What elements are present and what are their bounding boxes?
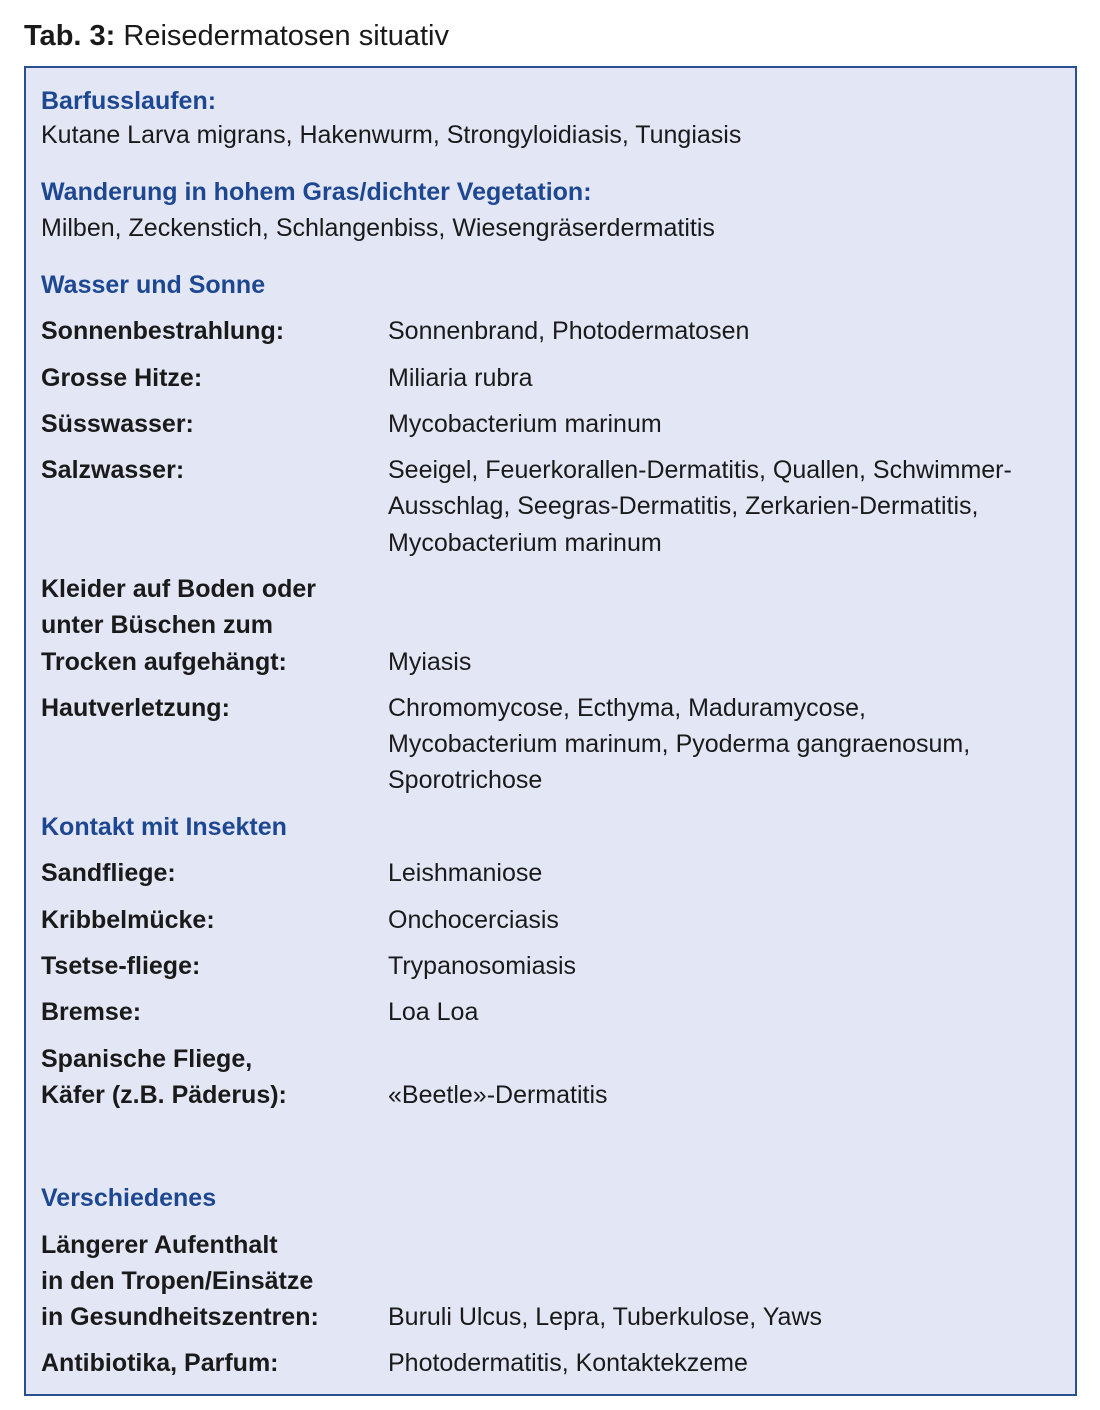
row-label: in Gesundheitszentren: (41, 1303, 319, 1331)
row-value: Photodermatitis, Kontaktekzeme (388, 1349, 748, 1377)
row-label: Tsetse-fliege: (41, 952, 201, 980)
section-text: Kutane Larva migrans, Hakenwurm, Strongyloidiasis, Tungiasis (41, 121, 742, 149)
row-value: Myiasis (388, 648, 472, 676)
row-value: Miliaria rubra (388, 364, 533, 392)
row-label: Süsswasser: (41, 410, 194, 438)
caption-title: Reisedermatosen situativ (123, 20, 449, 52)
table-box (24, 66, 1077, 1396)
row-label: Sonnenbestrahlung: (41, 317, 285, 345)
row-label: Längerer Aufenthalt (41, 1231, 278, 1259)
section-heading: Wasser und Sonne (41, 271, 266, 299)
section-heading: Kontakt mit Insekten (41, 813, 287, 841)
row-label: Trocken aufgehängt: (41, 648, 287, 676)
row-label: Bremse: (41, 998, 142, 1026)
row-value: Mycobacterium marinum (388, 529, 662, 557)
row-label: in den Tropen/Einsätze (41, 1267, 314, 1295)
caption-prefix: Tab. 3: (24, 20, 116, 52)
row-value: Sporotrichose (388, 766, 543, 794)
row-value: Ausschlag, Seegras-Dermatitis, Zerkarien-Dermatitis, (388, 492, 979, 520)
row-value: Onchocerciasis (388, 906, 559, 934)
section-text: Milben, Zeckenstich, Schlangenbiss, Wiesengräserdermatitis (41, 214, 715, 242)
row-label: Sandfliege: (41, 859, 176, 887)
section-heading: Verschiedenes (41, 1184, 217, 1212)
row-label: Kleider auf Boden oder (41, 575, 317, 603)
row-value: «Beetle»-Dermatitis (388, 1081, 608, 1109)
section-heading: Wanderung in hohem Gras/dichter Vegetation: (41, 178, 592, 206)
section-heading: Barfusslaufen: (41, 87, 217, 115)
row-label: Käfer (z.B. Päderus): (41, 1081, 287, 1109)
row-value: Mycobacterium marinum (388, 410, 662, 438)
row-value: Trypanosomiasis (388, 952, 577, 980)
row-value: Leishmaniose (388, 859, 543, 887)
row-value: Seeigel, Feuerkorallen-Dermatitis, Quallen, Schwimmer- (388, 456, 1012, 484)
table-caption (24, 16, 449, 56)
row-label: unter Büschen zum (41, 611, 273, 639)
row-value: Buruli Ulcus, Lepra, Tuberkulose, Yaws (388, 1303, 823, 1331)
row-label: Spanische Fliege, (41, 1045, 253, 1073)
row-label: Salzwasser: (41, 456, 185, 484)
row-label: Hautverletzung: (41, 694, 230, 722)
row-label: Antibiotika, Parfum: (41, 1349, 279, 1377)
row-value: Sonnenbrand, Photodermatosen (388, 317, 750, 345)
row-value: Loa Loa (388, 998, 479, 1026)
row-label: Kribbelmücke: (41, 906, 215, 934)
row-value: Chromomycose, Ecthyma, Maduramycose, (388, 694, 866, 722)
row-label: Grosse Hitze: (41, 364, 203, 392)
row-value: Mycobacterium marinum, Pyoderma gangraenosum, (388, 730, 971, 758)
